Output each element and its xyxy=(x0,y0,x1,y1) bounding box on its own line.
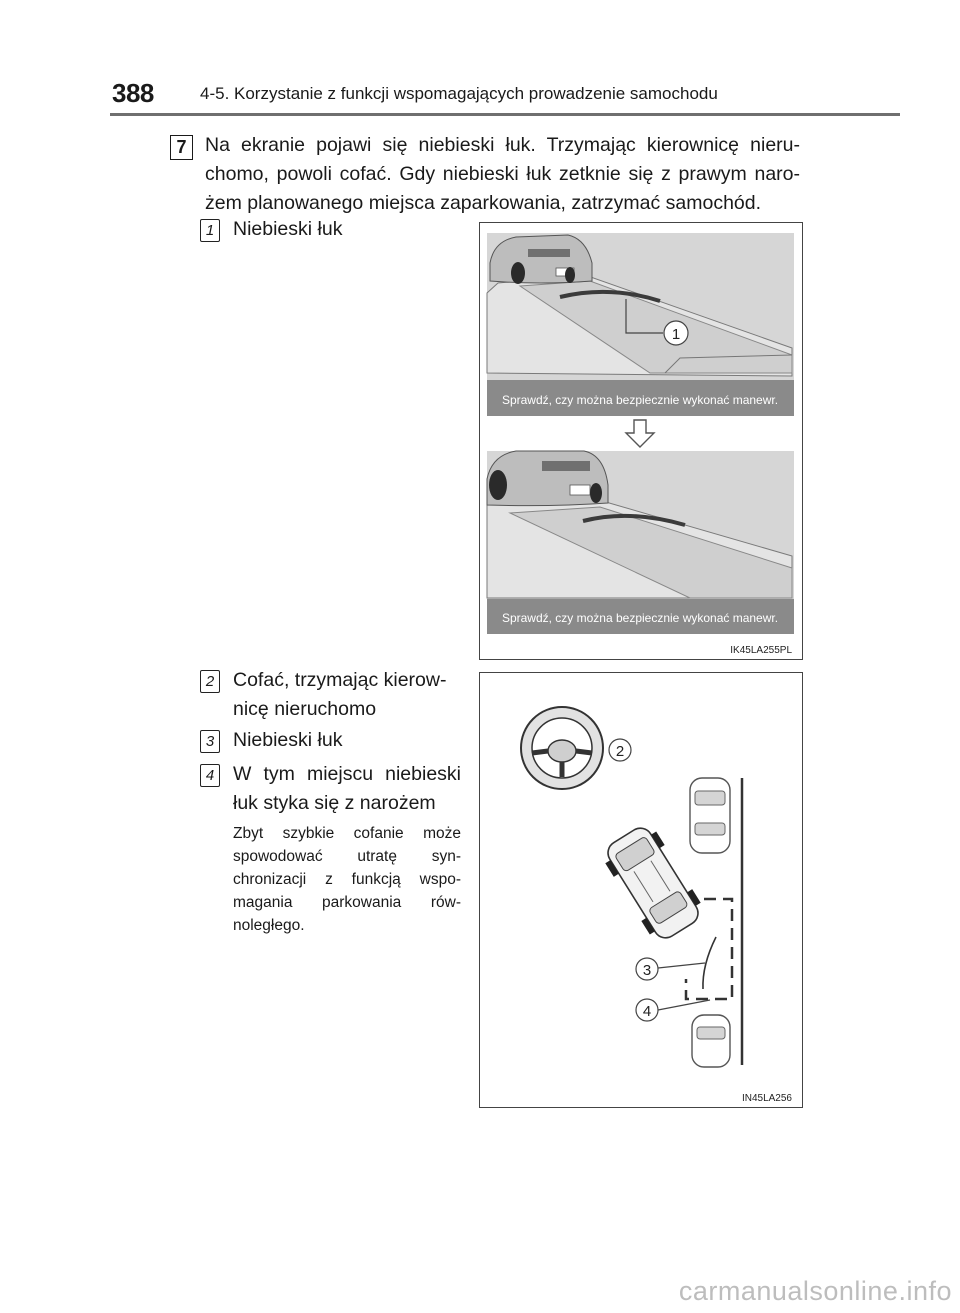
header-rule xyxy=(110,113,900,116)
figure-2-illustration xyxy=(480,673,802,1107)
screen-top xyxy=(487,233,794,416)
screen-message-top: Sprawdź, czy można bezpiecznie wykonać manewr. xyxy=(501,393,779,407)
section-title: 4-5. Korzystanie z funkcji wspomagających prowadzenie samochodu xyxy=(200,84,718,103)
note-block xyxy=(233,822,461,937)
note-line: Zbyt szybkie cofanie może xyxy=(233,825,461,842)
item-4-badge: 4 xyxy=(200,764,220,787)
parked-car-rear xyxy=(692,1015,730,1067)
callout-1-text: 1 xyxy=(671,326,681,343)
item-3-label: Niebieski łuk xyxy=(233,729,343,751)
note-line: magania parkowania rów- xyxy=(233,894,461,911)
parked-car-front xyxy=(690,778,730,853)
figure-1-illustration xyxy=(480,223,802,659)
screen-message-bottom: Sprawdź, czy można bezpiecznie wykonać manewr. xyxy=(501,611,779,625)
figure-2-code: IN45LA256 xyxy=(741,1093,792,1104)
callout-4-text: 4 xyxy=(642,1003,652,1020)
screen-bottom xyxy=(487,451,794,634)
step-instruction-text: Na ekranie pojawi się niebieski łuk. Trzymając kierownicę nieru-chomo, powoli cofać. Gdy niebieski łuk zetknie się z prawym naro-żem planowanego miejsca zaparkowania, zatrzymać samochód. xyxy=(205,134,800,214)
steering-wheel-icon xyxy=(521,707,603,789)
item-4-label-line1: W tym miejscu niebieski xyxy=(233,763,461,785)
item-4-label-line2: łuk styka się z narożem xyxy=(233,792,436,814)
note-line: chronizacji z funkcją wspo- xyxy=(233,871,461,888)
item-1-badge: 1 xyxy=(200,219,220,242)
item-2-badge: 2 xyxy=(200,670,220,693)
item-1-label: Niebieski łuk xyxy=(233,218,343,240)
figure-rear-camera-screens xyxy=(479,222,803,660)
note-line: spowodować utratę syn- xyxy=(233,848,461,865)
callout-3-text: 3 xyxy=(642,962,652,979)
down-arrow-icon xyxy=(626,420,654,447)
item-2-label-line1: Cofać, trzymając kierow- xyxy=(233,669,447,691)
watermark: carmanualsonline.info xyxy=(678,1276,952,1306)
figure-parking-diagram xyxy=(479,672,803,1108)
step-number-badge: 7 xyxy=(170,135,193,160)
item-2-label-line2: nicę nieruchomo xyxy=(233,698,377,720)
item-3-badge: 3 xyxy=(200,730,220,753)
page-number: 388 xyxy=(112,78,154,108)
callout-2-text: 2 xyxy=(615,743,625,760)
figure-1-code: IK45LA255PL xyxy=(730,645,792,656)
note-line: noległego. xyxy=(233,917,305,934)
